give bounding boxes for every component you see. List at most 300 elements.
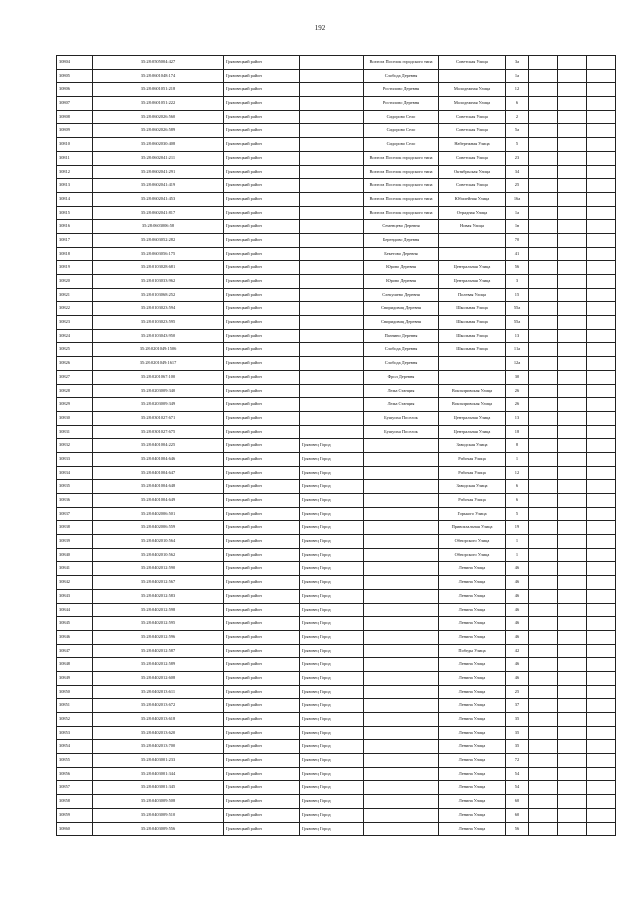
cell-house: 3а (506, 56, 529, 70)
cell-cadastral-number: 35:28:0603056:175 (93, 247, 224, 261)
cell-cadastral-number: 35:28:0401004:647 (93, 466, 224, 480)
cell-cadastral-number: 35:28:0402010:562 (93, 548, 224, 562)
cell-empty (558, 726, 587, 740)
cell-empty (529, 370, 558, 384)
cell-house: 41 (506, 247, 529, 261)
cell-district: Грязовецкий район (224, 192, 300, 206)
cell-record-number: 30817 (57, 233, 93, 247)
cell-city (300, 179, 364, 193)
cell-empty (558, 822, 587, 836)
table-row (57, 275, 616, 289)
cell-city (300, 329, 364, 343)
cell-city: Грязовец Город (300, 685, 364, 699)
cell-record-number: 30830 (57, 411, 93, 425)
cell-empty (558, 370, 587, 384)
cell-empty (587, 56, 616, 70)
cell-district: Грязовецкий район (224, 658, 300, 672)
cell-settlement: Ростилово Деревня (364, 97, 439, 111)
cell-district: Грязовецкий район (224, 439, 300, 453)
cell-cadastral-number: 35:28:0402013:672 (93, 699, 224, 713)
table-row (57, 589, 616, 603)
cell-empty (587, 808, 616, 822)
cell-empty (529, 740, 558, 754)
cell-cadastral-number: 35:28:0402012:589 (93, 658, 224, 672)
cell-empty (587, 795, 616, 809)
cell-district: Грязовецкий район (224, 398, 300, 412)
cell-empty (529, 165, 558, 179)
cell-district: Грязовецкий район (224, 713, 300, 727)
cell-empty (587, 165, 616, 179)
cell-city: Грязовец Город (300, 726, 364, 740)
cell-settlement: Сидорово Село (364, 138, 439, 152)
cell-empty (529, 685, 558, 699)
cell-cadastral-number: 35:28:0201049:1617 (93, 357, 224, 371)
cell-empty (587, 466, 616, 480)
cell-district: Грязовецкий район (224, 316, 300, 330)
cell-street: Школьная Улица (439, 329, 506, 343)
cell-district: Грязовецкий район (224, 329, 300, 343)
cell-empty (529, 357, 558, 371)
cell-street: Горького Улица (439, 507, 506, 521)
cell-street: Ленина Улица (439, 822, 506, 836)
cell-settlement (364, 439, 439, 453)
cell-cadastral-number: 35:28:0402012:583 (93, 589, 224, 603)
cell-city (300, 233, 364, 247)
cell-empty (587, 233, 616, 247)
cell-empty (587, 658, 616, 672)
cell-record-number: 30806 (57, 83, 93, 97)
cell-record-number: 30819 (57, 261, 93, 275)
cell-house: 56 (506, 261, 529, 275)
cell-house: 35 (506, 740, 529, 754)
cell-record-number: 30853 (57, 726, 93, 740)
cell-settlement: Юрово Деревня (364, 261, 439, 275)
cell-settlement (364, 644, 439, 658)
cell-street: Советская Улица (439, 124, 506, 138)
cell-record-number: 30832 (57, 439, 93, 453)
cell-cadastral-number: 35:28:0203009:340 (93, 384, 224, 398)
cell-house: 37 (506, 699, 529, 713)
cell-district: Грязовецкий район (224, 535, 300, 549)
cell-empty (529, 425, 558, 439)
cell-empty (558, 562, 587, 576)
cell-empty (558, 535, 587, 549)
cell-empty (529, 192, 558, 206)
cell-street: Советская Улица (439, 56, 506, 70)
cell-street: Школьная Улица (439, 316, 506, 330)
cell-street: Заводская Улица (439, 480, 506, 494)
cell-settlement: Свиридовиц Деревня (364, 302, 439, 316)
cell-record-number: 30847 (57, 644, 93, 658)
cell-record-number: 30829 (57, 398, 93, 412)
cell-settlement (364, 548, 439, 562)
cell-street: Ленина Улица (439, 589, 506, 603)
cell-street: Молодежная Улица (439, 83, 506, 97)
cell-empty (587, 316, 616, 330)
cell-empty (558, 767, 587, 781)
cell-street (439, 370, 506, 384)
table-row (57, 535, 616, 549)
cell-street (439, 69, 506, 83)
cell-district: Грязовецкий район (224, 69, 300, 83)
cell-house: 25 (506, 685, 529, 699)
cell-empty (587, 275, 616, 289)
cell-city (300, 192, 364, 206)
cell-empty (558, 83, 587, 97)
cell-settlement: Вохтога Поселок городского типа (364, 206, 439, 220)
cell-settlement (364, 671, 439, 685)
cell-empty (558, 644, 587, 658)
cell-street: Вокзалривская Улица (439, 384, 506, 398)
cell-cadastral-number: 35:28:0402012:567 (93, 576, 224, 590)
cell-house: 70 (506, 233, 529, 247)
cell-empty (529, 535, 558, 549)
table-row (57, 110, 616, 124)
cell-empty (587, 425, 616, 439)
cell-district: Грязовецкий район (224, 507, 300, 521)
cell-district: Грязовецкий район (224, 562, 300, 576)
cell-house: 5 (506, 138, 529, 152)
cell-cadastral-number: 35:28:0403001:345 (93, 781, 224, 795)
table-row (57, 439, 616, 453)
cell-district: Грязовецкий район (224, 754, 300, 768)
cell-record-number: 30848 (57, 658, 93, 672)
cell-district: Грязовецкий район (224, 685, 300, 699)
cell-settlement: Семенцево Деревня (364, 220, 439, 234)
cell-empty (558, 398, 587, 412)
cell-empty (587, 589, 616, 603)
cell-cadastral-number: 35:28:0403001:344 (93, 767, 224, 781)
cell-settlement: Фрол Деревня (364, 370, 439, 384)
cell-city: Грязовец Город (300, 452, 364, 466)
cell-empty (587, 110, 616, 124)
cell-empty (558, 671, 587, 685)
cell-city (300, 398, 364, 412)
cell-empty (558, 548, 587, 562)
cell-empty (558, 261, 587, 275)
cell-district: Грязовецкий район (224, 343, 300, 357)
table-row (57, 644, 616, 658)
cell-record-number: 30858 (57, 795, 93, 809)
cell-street: Ленина Улица (439, 726, 506, 740)
cell-street: Ленина Улица (439, 671, 506, 685)
table-row (57, 398, 616, 412)
cell-house: 12 (506, 83, 529, 97)
cell-empty (587, 83, 616, 97)
cell-district: Грязовецкий район (224, 452, 300, 466)
cell-empty (529, 138, 558, 152)
cell-settlement (364, 494, 439, 508)
cell-record-number: 30825 (57, 343, 93, 357)
cell-house: 35 (506, 726, 529, 740)
cell-city: Грязовец Город (300, 562, 364, 576)
cell-house: 1 (506, 535, 529, 549)
table-row (57, 562, 616, 576)
cell-settlement (364, 521, 439, 535)
cell-empty (558, 411, 587, 425)
table-row (57, 384, 616, 398)
cell-empty (587, 124, 616, 138)
cell-settlement: Берендово Деревня (364, 233, 439, 247)
cell-city (300, 220, 364, 234)
cell-house: 34 (506, 165, 529, 179)
cell-empty (529, 562, 558, 576)
cell-district: Грязовецкий район (224, 370, 300, 384)
cell-district: Грязовецкий район (224, 83, 300, 97)
cell-street: Ленина Улица (439, 603, 506, 617)
cell-house: 54 (506, 767, 529, 781)
table-row (57, 69, 616, 83)
cell-empty (587, 699, 616, 713)
cell-city (300, 97, 364, 111)
cell-empty (529, 466, 558, 480)
table-row (57, 521, 616, 535)
cell-city: Грязовец Город (300, 644, 364, 658)
table-row (57, 179, 616, 193)
cell-empty (587, 97, 616, 111)
cell-empty (558, 494, 587, 508)
cell-settlement: Вохтога Поселок городского типа (364, 56, 439, 70)
cell-record-number: 30805 (57, 69, 93, 83)
cell-record-number: 30820 (57, 275, 93, 289)
cell-cadastral-number: 35:28:0401004:649 (93, 494, 224, 508)
cell-house: 35 (506, 713, 529, 727)
cell-cadastral-number: 35:28:0402012:608 (93, 671, 224, 685)
cell-city (300, 275, 364, 289)
cell-record-number: 30839 (57, 535, 93, 549)
cell-empty (529, 822, 558, 836)
cell-settlement (364, 535, 439, 549)
cell-cadastral-number: 35:28:0403009:508 (93, 795, 224, 809)
cell-record-number: 30837 (57, 507, 93, 521)
cell-street (439, 247, 506, 261)
cell-empty (529, 97, 558, 111)
cell-record-number: 30834 (57, 466, 93, 480)
cell-record-number: 30813 (57, 179, 93, 193)
cell-empty (587, 671, 616, 685)
cell-empty (529, 671, 558, 685)
cell-empty (558, 521, 587, 535)
page-number: 192 (314, 24, 326, 32)
cell-city: Грязовец Город (300, 617, 364, 631)
cell-empty (558, 302, 587, 316)
cell-cadastral-number: 35:28:0601051:218 (93, 83, 224, 97)
cell-empty (558, 781, 587, 795)
cell-district: Грязовецкий район (224, 206, 300, 220)
cell-record-number: 30827 (57, 370, 93, 384)
cell-empty (558, 165, 587, 179)
cell-street: Молодежная Улица (439, 97, 506, 111)
cell-empty (587, 302, 616, 316)
cell-empty (587, 343, 616, 357)
cell-empty (587, 507, 616, 521)
cell-record-number: 30816 (57, 220, 93, 234)
cell-city: Грязовец Город (300, 439, 364, 453)
cell-empty (587, 767, 616, 781)
cell-cadastral-number: 35:28:0602041:419 (93, 179, 224, 193)
cell-record-number: 30821 (57, 288, 93, 302)
cell-street: Юбилейная Улица (439, 192, 506, 206)
cell-settlement (364, 808, 439, 822)
cell-district: Грязовецкий район (224, 589, 300, 603)
cell-district: Грязовецкий район (224, 466, 300, 480)
cell-settlement: Вохтога Поселок городского типа (364, 192, 439, 206)
cell-city (300, 165, 364, 179)
cell-empty (587, 713, 616, 727)
cell-record-number: 30859 (57, 808, 93, 822)
cell-cadastral-number: 35:28:0103028:681 (93, 261, 224, 275)
cell-city: Грязовец Город (300, 767, 364, 781)
cell-city (300, 124, 364, 138)
cell-settlement: Сидорово Село (364, 124, 439, 138)
cell-street: Центральная Улица (439, 411, 506, 425)
cell-cadastral-number: 35:28:0402013:618 (93, 713, 224, 727)
table-row (57, 466, 616, 480)
table-row (57, 726, 616, 740)
cell-district: Грязовецкий район (224, 576, 300, 590)
cell-record-number: 30836 (57, 494, 93, 508)
cell-district: Грязовецкий район (224, 151, 300, 165)
cell-empty (587, 247, 616, 261)
cell-empty (529, 411, 558, 425)
table-row (57, 357, 616, 371)
cell-empty (529, 589, 558, 603)
cell-empty (529, 288, 558, 302)
cell-empty (558, 138, 587, 152)
cell-house: 54 (506, 781, 529, 795)
cell-empty (587, 480, 616, 494)
cell-settlement (364, 699, 439, 713)
cell-empty (587, 781, 616, 795)
cell-record-number: 30810 (57, 138, 93, 152)
cell-cadastral-number: 35:28:0601051:222 (93, 97, 224, 111)
cell-cadastral-number: 35:28:0203009:349 (93, 398, 224, 412)
cell-record-number: 30818 (57, 247, 93, 261)
cell-district: Грязовецкий район (224, 521, 300, 535)
cell-empty (558, 589, 587, 603)
cell-record-number: 30807 (57, 97, 93, 111)
cell-settlement (364, 466, 439, 480)
cell-settlement: Свиридовиц Деревня (364, 316, 439, 330)
cell-house: 46 (506, 630, 529, 644)
cell-district: Грязовецкий район (224, 808, 300, 822)
cell-empty (529, 316, 558, 330)
cell-empty (529, 83, 558, 97)
table-row (57, 316, 616, 330)
cell-cadastral-number: 35:28:0401004:648 (93, 480, 224, 494)
cell-empty (529, 302, 558, 316)
cell-settlement (364, 589, 439, 603)
cell-street: Отрадная Улица (439, 206, 506, 220)
cell-empty (558, 754, 587, 768)
cell-city (300, 261, 364, 275)
table-row (57, 261, 616, 275)
cell-empty (529, 480, 558, 494)
cell-empty (558, 316, 587, 330)
cell-empty (558, 343, 587, 357)
cell-house: 1а (506, 69, 529, 83)
table-row (57, 220, 616, 234)
cell-record-number: 30831 (57, 425, 93, 439)
cell-city (300, 302, 364, 316)
cell-cadastral-number: 35:28:0403001:233 (93, 754, 224, 768)
cell-street: Школьная Улица (439, 302, 506, 316)
cell-empty (587, 535, 616, 549)
cell-street: Ленина Улица (439, 713, 506, 727)
cell-settlement: Слекушево Деревня (364, 288, 439, 302)
cell-house: 13 (506, 329, 529, 343)
cell-empty (529, 781, 558, 795)
cell-cadastral-number: 35:28:0402012:587 (93, 644, 224, 658)
cell-record-number: 30808 (57, 110, 93, 124)
cell-street: Ленина Улица (439, 767, 506, 781)
cell-record-number: 30833 (57, 452, 93, 466)
table-row (57, 671, 616, 685)
cell-empty (529, 767, 558, 781)
cell-cadastral-number: 35:28:0103023:594 (93, 302, 224, 316)
cell-city (300, 411, 364, 425)
cell-settlement (364, 795, 439, 809)
cell-cadastral-number: 35:28:0403009:510 (93, 808, 224, 822)
cell-empty (529, 261, 558, 275)
cell-empty (558, 124, 587, 138)
cell-empty (558, 617, 587, 631)
cell-city: Грязовец Город (300, 630, 364, 644)
table-row (57, 808, 616, 822)
cell-house: 26 (506, 384, 529, 398)
cell-empty (529, 494, 558, 508)
cell-settlement: Вохтога Поселок городского типа (364, 165, 439, 179)
cell-cadastral-number: 35:28:0301027:675 (93, 425, 224, 439)
cell-house: 26 (506, 398, 529, 412)
cell-empty (587, 69, 616, 83)
cell-settlement (364, 507, 439, 521)
cell-empty (587, 398, 616, 412)
table-row (57, 658, 616, 672)
cell-house: 30 (506, 370, 529, 384)
cell-street: Обнорского Улица (439, 548, 506, 562)
cell-record-number: 30815 (57, 206, 93, 220)
table-row (57, 548, 616, 562)
cell-settlement (364, 767, 439, 781)
cell-cadastral-number: 35:28:0301027:671 (93, 411, 224, 425)
cell-record-number: 30855 (57, 754, 93, 768)
cell-district: Грязовецкий район (224, 671, 300, 685)
cell-district: Грязовецкий район (224, 822, 300, 836)
cell-empty (529, 795, 558, 809)
cell-empty (558, 740, 587, 754)
cell-cadastral-number: 35:28:0401004:225 (93, 439, 224, 453)
table-row (57, 165, 616, 179)
cell-house: 46 (506, 671, 529, 685)
cell-district: Грязовецкий район (224, 494, 300, 508)
cell-house: 56 (506, 822, 529, 836)
cell-house: 8 (506, 439, 529, 453)
cell-city (300, 343, 364, 357)
cell-empty (587, 357, 616, 371)
cell-house: 6 (506, 494, 529, 508)
cell-settlement (364, 617, 439, 631)
cell-record-number: 30822 (57, 302, 93, 316)
table-row (57, 425, 616, 439)
cell-city: Грязовец Город (300, 548, 364, 562)
cell-cadastral-number: 35:28:0103043:950 (93, 329, 224, 343)
cell-empty (529, 179, 558, 193)
table-row (57, 192, 616, 206)
cell-empty (529, 151, 558, 165)
cell-empty (558, 466, 587, 480)
cell-settlement: Слобода Деревня (364, 69, 439, 83)
